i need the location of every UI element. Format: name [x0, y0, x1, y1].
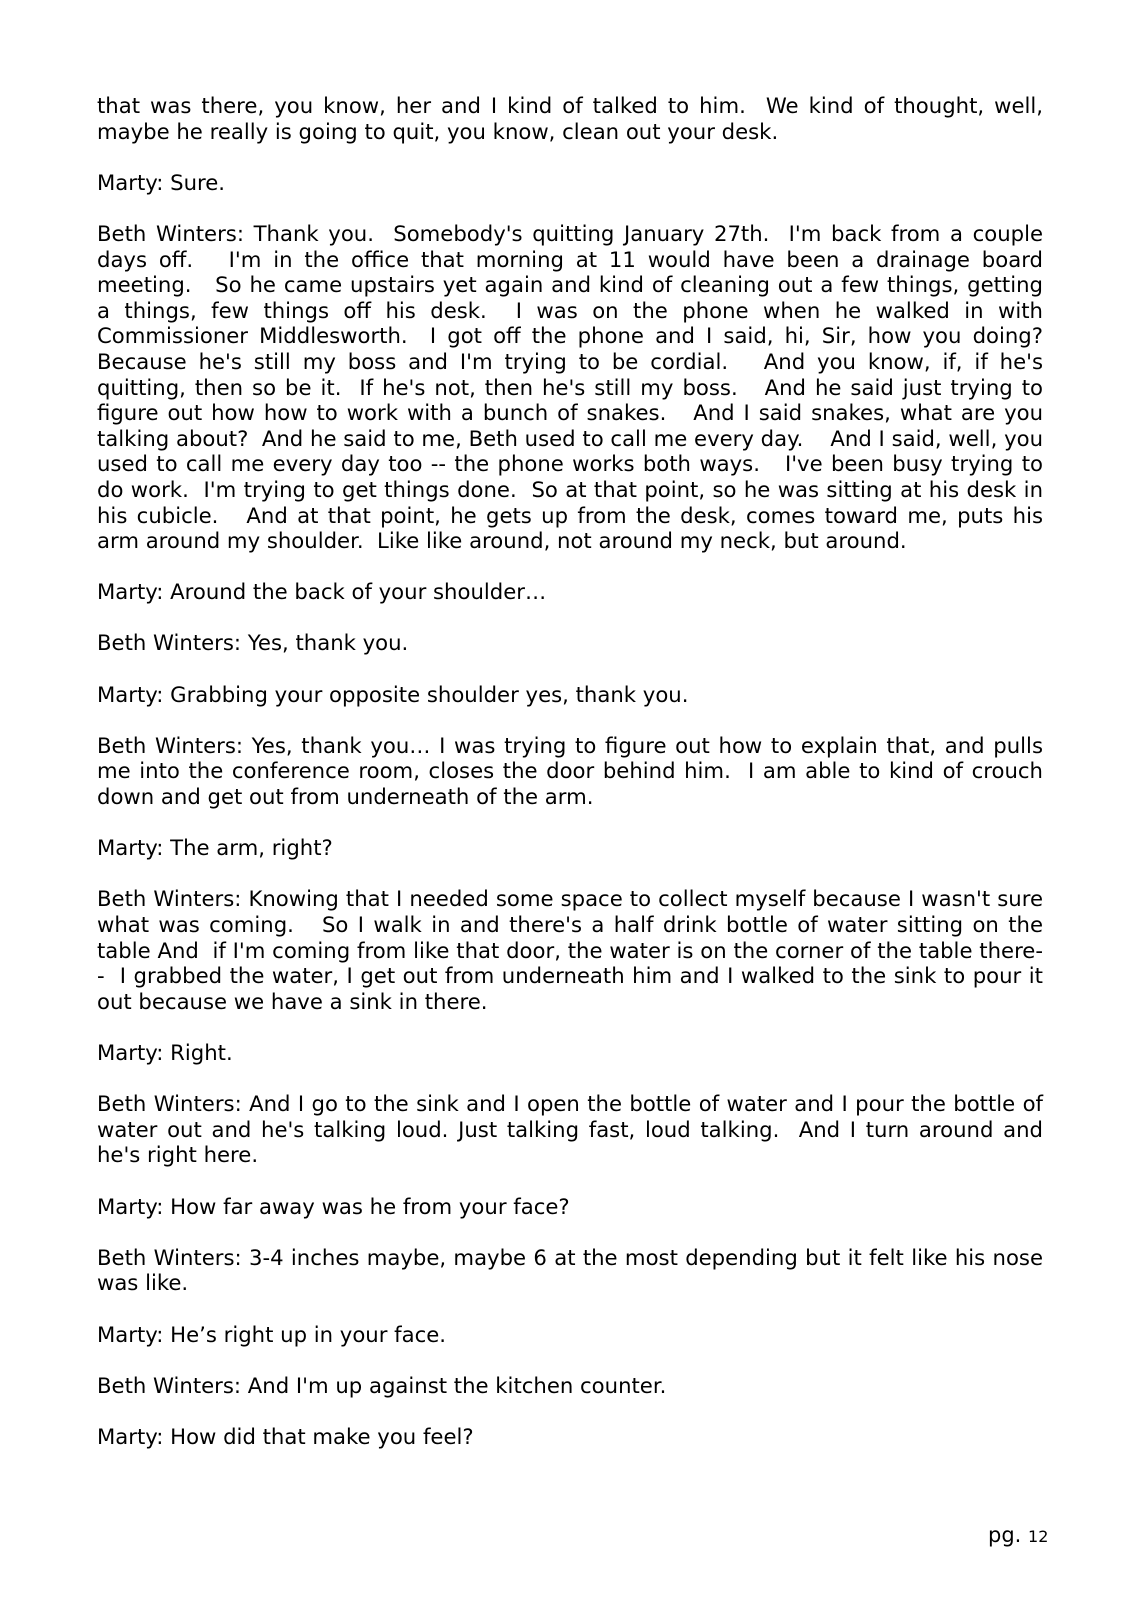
transcript-paragraph: Beth Winters: And I go to the sink and I open the bottle of water and I pour the bottle of water out and he's talking loud. Just talking fast, loud talking. And I turn around and he's right here.	[97, 1091, 1050, 1168]
transcript-paragraph: Beth Winters: Yes, thank you.	[97, 630, 409, 656]
transcript-paragraph: Marty: How far away was he from your face?	[97, 1193, 570, 1219]
page-footer	[988, 1522, 1048, 1550]
transcript-paragraph: that was there, you know, her and I kind of talked to him. We kind of thought, well, maybe he really is going to quit, you know, clean out your desk.	[97, 93, 1050, 144]
transcript-paragraph: Beth Winters: Knowing that I needed some space to collect myself because I wasn't sure what was coming. So I walk in and there's a half drink bottle of water sitting on the table And if I'm coming from like that door, the water is on the corner of the table there-- I grabbed the water, I get out from underneath him and I walked to the sink to pour it out because we have a sink in there.	[97, 886, 1050, 1014]
page-label: pg.	[988, 1523, 1022, 1547]
transcript-paragraph: Beth Winters: Yes, thank you… I was trying to figure out how to explain that, and pulls me into the conference room, closes the door behind him. I am able to kind of crouch down and get out from underneath of the arm.	[97, 732, 1050, 810]
transcript-paragraph: Beth Winters: 3-4 inches maybe, maybe 6 at the most depending but it felt like his nose was like.	[97, 1244, 1050, 1296]
transcript-paragraph: Marty: He’s right up in your face.	[97, 1321, 447, 1347]
transcript-paragraph: Marty: How did that make you feel?	[97, 1423, 474, 1449]
transcript-paragraph: Marty: Right.	[97, 1039, 233, 1065]
transcript-paragraph: Marty: Grabbing your opposite shoulder yes, thank you.	[97, 681, 689, 707]
page-number: 12	[1028, 1527, 1049, 1546]
transcript-paragraph: Marty: The arm, right?	[97, 835, 333, 861]
transcript-paragraph: Beth Winters: Thank you. Somebody's quitting January 27th. I'm back from a couple days off. I'm in the office that morning at 11 would have been a drainage board meeting. So he came upstairs yet again and kind of cleaning out a few things, getting a things, few things off his desk. I was on the phone when he walked in with Commissioner Middlesworth. I got off the phone and I said, hi, Sir, how you doing? Because he's still my boss and I'm trying to be cordial. And you know, if, if he's quitting, then so be it. If he's not, then he's still my boss. And he said just trying to figure out how how to work with a bunch of snakes. And I said snakes, what are you talking about? And he said to me, Beth used to call me every day. And I said, well, you used to call me every day too -- the phone works both ways. I've been busy trying to do work. I'm trying to get things done. So at that point, so he was sitting at his desk in his cubicle. And at that point, he gets up from the desk, comes toward me, puts his arm around my shoulder. Like like around, not around my neck, but around.	[97, 220, 1050, 554]
transcript-body	[97, 93, 1050, 1475]
transcript-paragraph: Marty: Around the back of your shoulder…	[97, 579, 547, 605]
transcript-paragraph: Beth Winters: And I'm up against the kitchen counter.	[97, 1372, 667, 1398]
transcript-paragraph: Marty: Sure.	[97, 169, 226, 195]
